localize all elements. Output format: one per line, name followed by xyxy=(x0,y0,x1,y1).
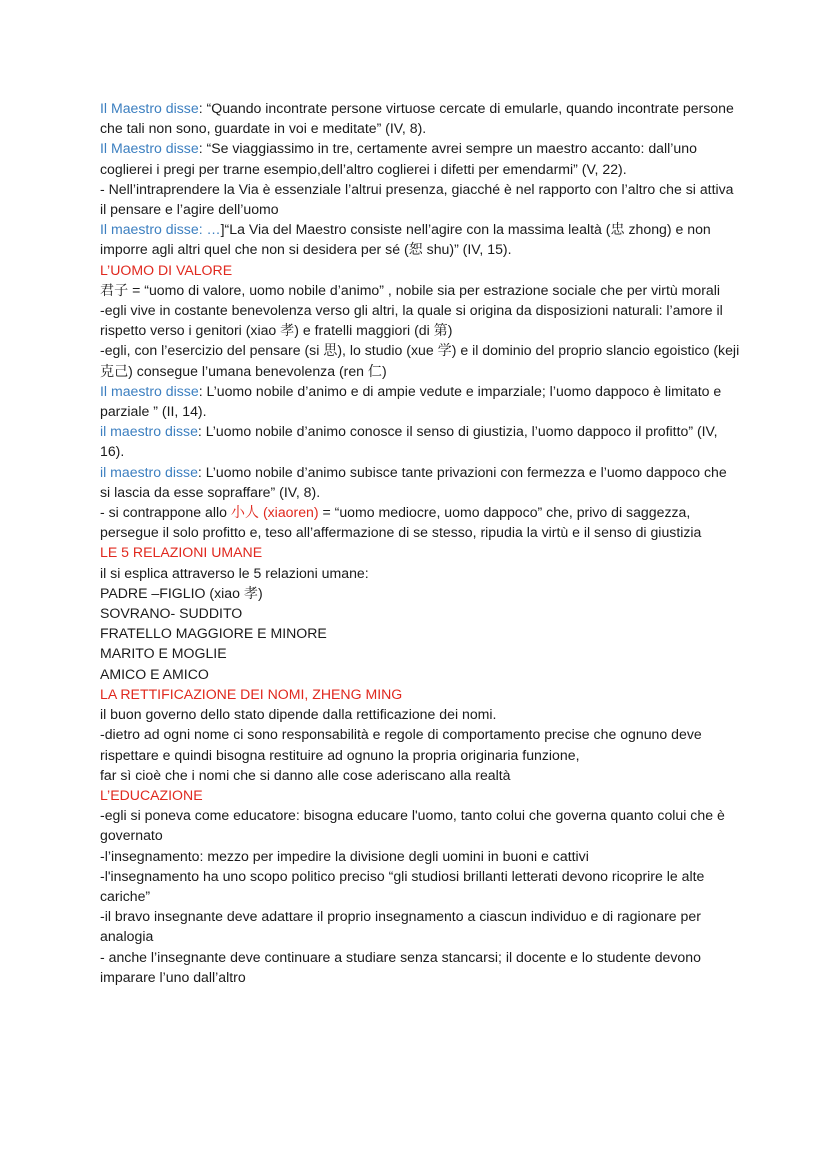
speaker-label: il maestro disse xyxy=(100,463,198,480)
speaker-label: il maestro disse xyxy=(100,423,198,440)
quote-paragraph xyxy=(100,219,740,259)
highlighted-term: 小人 (xiaoren) xyxy=(230,504,319,521)
list-item: MARITO E MOGLIE xyxy=(100,645,227,662)
paragraph-text: : “Se viaggiassimo in tre, certamente avrei sempre un maestro accanto: dall’uno coglierei i pregi per trarne esempio,dell’altro coglierei i difetti per emendarmi” (V, 22). xyxy=(100,140,697,177)
paragraph: -il bravo insegnante deve adattare il proprio insegnamento a ciascun individuo e di ragionare per analogia xyxy=(100,908,701,945)
paragraph: -egli si poneva come educatore: bisogna educare l'uomo, tanto colui che governa quanto colui che è governato xyxy=(100,807,725,844)
paragraph: -egli, con l’esercizio del pensare (si 思), lo studio (xue 学) e il dominio del proprio slancio egoistico (keji 克己) consegue l’umana benevolenza (ren 仁) xyxy=(100,342,740,379)
paragraph-text: - si contrappone allo xyxy=(100,504,231,521)
list-item: AMICO E AMICO xyxy=(100,665,209,682)
paragraph-text: : L’uomo nobile d’animo e di ampie vedute e imparziale; l’uomo dappoco è limitato e parziale ” (II, 14). xyxy=(100,382,722,420)
paragraph-text: ]“La Via del Maestro consiste nell’agire con la massima lealtà (忠 zhong) e non imporre agli altri quel che non si desidera per sé (恕 shu)” (IV, 15). xyxy=(100,221,711,258)
paragraph: 君子 = “uomo di valore, uomo nobile d’animo” , nobile sia per estrazione sociale che per virtù morali xyxy=(100,281,721,298)
paragraph: -egli vive in costante benevolenza verso gli altri, la quale si origina da disposizioni naturali: l’amore il rispetto verso i genitori (xiao 孝) e fratelli maggiori (di 第) xyxy=(100,302,723,339)
paragraph: -dietro ad ogni nome ci sono responsabilità e regole di comportamento precise che ognuno deve rispettare e quindi bisogna restituire ad ognuno la propria originaria funzione, xyxy=(100,726,702,763)
quote-paragraph xyxy=(100,98,740,138)
paragraph: - anche l’insegnante deve continuare a studiare senza stancarsi; il docente e lo studente devono imparare l’uno dall’altro xyxy=(100,948,701,985)
list-item: PADRE –FIGLIO (xiao 孝) xyxy=(100,584,263,601)
list-item: SOVRANO- SUDDITO xyxy=(100,605,243,622)
paragraph xyxy=(100,502,740,542)
paragraph-text: : L’uomo nobile d’animo subisce tante privazioni con fermezza e l’uomo dappoco che si lascia da esse sopraffare” (IV, 8). xyxy=(100,463,727,500)
list-item: FRATELLO MAGGIORE E MINORE xyxy=(100,625,327,642)
speaker-label: Il Maestro disse xyxy=(100,140,199,157)
speaker-label: Il maestro disse: … xyxy=(100,221,221,238)
paragraph: - Nell’intraprendere la Via è essenziale l’altrui presenza, giacché è nel rapporto con l’altro che si attiva il pensare e l’agire dell’uomo xyxy=(100,180,734,218)
paragraph-text: : “Quando incontrate persone virtuose cercate di emularle, quando incontrate persone che tali non sono, guardate in voi e meditate” (IV, 8). xyxy=(100,100,734,137)
quote-paragraph xyxy=(100,381,740,421)
paragraph: far sì cioè che i nomi che si danno alle cose aderiscano alla realtà xyxy=(100,766,511,783)
quote-paragraph xyxy=(100,462,740,502)
document-body xyxy=(100,98,740,987)
paragraph-text: = “uomo mediocre, uomo dappoco” che, privo di saggezza, persegue il solo profitto e, teso all’affermazione di se stesso, ripudia la virtù e il senso di giustizia xyxy=(100,504,702,541)
paragraph: -l’insegnamento: mezzo per impedire la divisione degli uomini in buoni e cattivi xyxy=(100,847,589,864)
speaker-label: Il maestro disse xyxy=(100,382,199,399)
section-heading: L’UOMO DI VALORE xyxy=(100,261,233,278)
quote-paragraph xyxy=(100,421,740,461)
section-heading: L’EDUCAZIONE xyxy=(100,786,203,803)
section-heading: LA RETTIFICAZIONE DEI NOMI, ZHENG MING xyxy=(100,685,403,702)
quote-paragraph xyxy=(100,138,740,178)
paragraph: il buon governo dello stato dipende dalla rettificazione dei nomi. xyxy=(100,706,497,723)
paragraph-text: : L’uomo nobile d’animo conosce il senso di giustizia, l’uomo dappoco il profitto” (IV, 16). xyxy=(100,423,718,460)
paragraph: il si esplica attraverso le 5 relazioni umane: xyxy=(100,564,369,581)
paragraph: -l'insegnamento ha uno scopo politico preciso “gli studiosi brillanti letterati devono ricoprire le alte cariche” xyxy=(100,867,705,904)
speaker-label: Il Maestro disse xyxy=(100,100,199,116)
section-heading: LE 5 RELAZIONI UMANE xyxy=(100,544,263,561)
